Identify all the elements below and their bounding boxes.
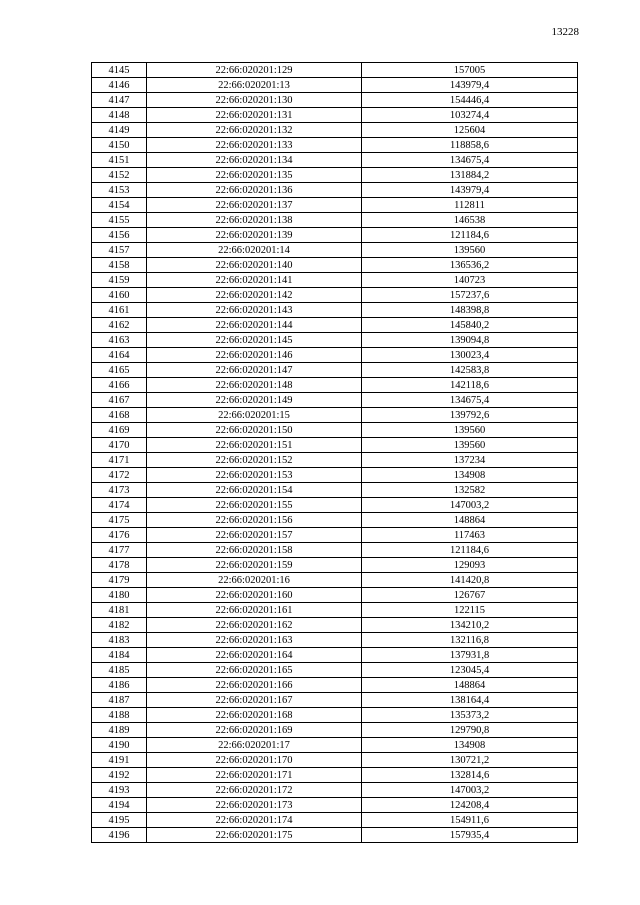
- cadastral-number-cell: 22:66:020201:171: [147, 768, 362, 783]
- cadastral-number-cell: 22:66:020201:133: [147, 138, 362, 153]
- value-cell: 139094,8: [362, 333, 578, 348]
- value-cell: 130721,2: [362, 753, 578, 768]
- row-number-cell: 4149: [92, 123, 147, 138]
- table-row: [92, 663, 578, 678]
- table-row: [92, 288, 578, 303]
- table-row: [92, 468, 578, 483]
- table-row: [92, 588, 578, 603]
- value-cell: 134675,4: [362, 393, 578, 408]
- row-number-cell: 4163: [92, 333, 147, 348]
- table-row: [92, 528, 578, 543]
- row-number-cell: 4159: [92, 273, 147, 288]
- row-number-cell: 4151: [92, 153, 147, 168]
- cadastral-number-cell: 22:66:020201:136: [147, 183, 362, 198]
- row-number-cell: 4188: [92, 708, 147, 723]
- row-number-cell: 4148: [92, 108, 147, 123]
- value-cell: 124208,4: [362, 798, 578, 813]
- row-number-cell: 4165: [92, 363, 147, 378]
- cadastral-number-cell: 22:66:020201:164: [147, 648, 362, 663]
- table-row: [92, 768, 578, 783]
- cadastral-number-cell: 22:66:020201:13: [147, 78, 362, 93]
- cadastral-number-cell: 22:66:020201:154: [147, 483, 362, 498]
- table-row: [92, 168, 578, 183]
- table-row: [92, 273, 578, 288]
- cadastral-number-cell: 22:66:020201:153: [147, 468, 362, 483]
- value-cell: 139560: [362, 243, 578, 258]
- data-table: [91, 62, 578, 843]
- value-cell: 132116,8: [362, 633, 578, 648]
- row-number-cell: 4155: [92, 213, 147, 228]
- table-row: [92, 513, 578, 528]
- cadastral-number-cell: 22:66:020201:147: [147, 363, 362, 378]
- value-cell: 145840,2: [362, 318, 578, 333]
- table-row: [92, 813, 578, 828]
- cadastral-number-cell: 22:66:020201:149: [147, 393, 362, 408]
- row-number-cell: 4166: [92, 378, 147, 393]
- value-cell: 134675,4: [362, 153, 578, 168]
- table-row: [92, 213, 578, 228]
- cadastral-number-cell: 22:66:020201:144: [147, 318, 362, 333]
- table-row: [92, 93, 578, 108]
- table-row: [92, 363, 578, 378]
- row-number-cell: 4180: [92, 588, 147, 603]
- cadastral-number-cell: 22:66:020201:130: [147, 93, 362, 108]
- row-number-cell: 4185: [92, 663, 147, 678]
- table-row: [92, 558, 578, 573]
- table-row: [92, 198, 578, 213]
- value-cell: 139560: [362, 423, 578, 438]
- value-cell: 154446,4: [362, 93, 578, 108]
- table-row: [92, 498, 578, 513]
- cadastral-number-cell: 22:66:020201:172: [147, 783, 362, 798]
- row-number-cell: 4147: [92, 93, 147, 108]
- value-cell: 135373,2: [362, 708, 578, 723]
- row-number-cell: 4169: [92, 423, 147, 438]
- row-number-cell: 4195: [92, 813, 147, 828]
- value-cell: 134908: [362, 468, 578, 483]
- table-row: [92, 738, 578, 753]
- value-cell: 121184,6: [362, 228, 578, 243]
- cadastral-number-cell: 22:66:020201:150: [147, 423, 362, 438]
- cadastral-number-cell: 22:66:020201:139: [147, 228, 362, 243]
- cadastral-number-cell: 22:66:020201:158: [147, 543, 362, 558]
- row-number-cell: 4182: [92, 618, 147, 633]
- cadastral-number-cell: 22:66:020201:142: [147, 288, 362, 303]
- row-number-cell: 4186: [92, 678, 147, 693]
- row-number-cell: 4170: [92, 438, 147, 453]
- row-number-cell: 4176: [92, 528, 147, 543]
- row-number-cell: 4154: [92, 198, 147, 213]
- row-number-cell: 4175: [92, 513, 147, 528]
- table-row: [92, 63, 578, 78]
- row-number-cell: 4145: [92, 63, 147, 78]
- row-number-cell: 4191: [92, 753, 147, 768]
- value-cell: 139560: [362, 438, 578, 453]
- row-number-cell: 4172: [92, 468, 147, 483]
- table-row: [92, 108, 578, 123]
- value-cell: 118858,6: [362, 138, 578, 153]
- value-cell: 103274,4: [362, 108, 578, 123]
- row-number-cell: 4174: [92, 498, 147, 513]
- value-cell: 143979,4: [362, 183, 578, 198]
- table-row: [92, 318, 578, 333]
- table-row: [92, 408, 578, 423]
- value-cell: 131884,2: [362, 168, 578, 183]
- table-row: [92, 543, 578, 558]
- value-cell: 157237,6: [362, 288, 578, 303]
- row-number-cell: 4190: [92, 738, 147, 753]
- value-cell: 147003,2: [362, 783, 578, 798]
- table-row: [92, 648, 578, 663]
- value-cell: 137234: [362, 453, 578, 468]
- value-cell: 132582: [362, 483, 578, 498]
- cadastral-number-cell: 22:66:020201:137: [147, 198, 362, 213]
- cadastral-number-cell: 22:66:020201:173: [147, 798, 362, 813]
- cadastral-number-cell: 22:66:020201:162: [147, 618, 362, 633]
- value-cell: 154911,6: [362, 813, 578, 828]
- row-number-cell: 4196: [92, 828, 147, 843]
- cadastral-number-cell: 22:66:020201:163: [147, 633, 362, 648]
- table-body: [92, 63, 578, 843]
- table-row: [92, 723, 578, 738]
- cadastral-number-cell: 22:66:020201:143: [147, 303, 362, 318]
- table-row: [92, 438, 578, 453]
- value-cell: 146538: [362, 213, 578, 228]
- table-row: [92, 423, 578, 438]
- table-row: [92, 78, 578, 93]
- row-number-cell: 4173: [92, 483, 147, 498]
- cadastral-number-cell: 22:66:020201:174: [147, 813, 362, 828]
- cadastral-number-cell: 22:66:020201:160: [147, 588, 362, 603]
- cadastral-number-cell: 22:66:020201:168: [147, 708, 362, 723]
- row-number-cell: 4184: [92, 648, 147, 663]
- row-number-cell: 4178: [92, 558, 147, 573]
- cadastral-number-cell: 22:66:020201:14: [147, 243, 362, 258]
- value-cell: 142118,6: [362, 378, 578, 393]
- table-row: [92, 393, 578, 408]
- cadastral-number-cell: 22:66:020201:161: [147, 603, 362, 618]
- table-row: [92, 678, 578, 693]
- cadastral-number-cell: 22:66:020201:165: [147, 663, 362, 678]
- value-cell: 123045,4: [362, 663, 578, 678]
- table-row: [92, 303, 578, 318]
- cadastral-number-cell: 22:66:020201:156: [147, 513, 362, 528]
- value-cell: 137931,8: [362, 648, 578, 663]
- row-number-cell: 4161: [92, 303, 147, 318]
- value-cell: 125604: [362, 123, 578, 138]
- row-number-cell: 4153: [92, 183, 147, 198]
- value-cell: 132814,6: [362, 768, 578, 783]
- table-row: [92, 453, 578, 468]
- row-number-cell: 4192: [92, 768, 147, 783]
- value-cell: 122115: [362, 603, 578, 618]
- cadastral-number-cell: 22:66:020201:135: [147, 168, 362, 183]
- cadastral-number-cell: 22:66:020201:151: [147, 438, 362, 453]
- row-number-cell: 4164: [92, 348, 147, 363]
- cadastral-number-cell: 22:66:020201:131: [147, 108, 362, 123]
- cadastral-number-cell: 22:66:020201:129: [147, 63, 362, 78]
- value-cell: 126767: [362, 588, 578, 603]
- table-row: [92, 228, 578, 243]
- row-number-cell: 4194: [92, 798, 147, 813]
- table-row: [92, 483, 578, 498]
- table-row: [92, 348, 578, 363]
- row-number-cell: 4177: [92, 543, 147, 558]
- cadastral-number-cell: 22:66:020201:132: [147, 123, 362, 138]
- row-number-cell: 4167: [92, 393, 147, 408]
- table-row: [92, 798, 578, 813]
- table-row: [92, 753, 578, 768]
- cadastral-number-cell: 22:66:020201:141: [147, 273, 362, 288]
- value-cell: 157935,4: [362, 828, 578, 843]
- value-cell: 129093: [362, 558, 578, 573]
- cadastral-number-cell: 22:66:020201:152: [147, 453, 362, 468]
- table-row: [92, 243, 578, 258]
- row-number-cell: 4168: [92, 408, 147, 423]
- row-number-cell: 4146: [92, 78, 147, 93]
- cadastral-number-cell: 22:66:020201:159: [147, 558, 362, 573]
- cadastral-number-cell: 22:66:020201:145: [147, 333, 362, 348]
- table-row: [92, 378, 578, 393]
- value-cell: 134908: [362, 738, 578, 753]
- row-number-cell: 4179: [92, 573, 147, 588]
- value-cell: 121184,6: [362, 543, 578, 558]
- row-number-cell: 4160: [92, 288, 147, 303]
- value-cell: 129790,8: [362, 723, 578, 738]
- value-cell: 139792,6: [362, 408, 578, 423]
- row-number-cell: 4150: [92, 138, 147, 153]
- cadastral-number-cell: 22:66:020201:138: [147, 213, 362, 228]
- value-cell: 140723: [362, 273, 578, 288]
- value-cell: 141420,8: [362, 573, 578, 588]
- table-row: [92, 183, 578, 198]
- row-number-cell: 4189: [92, 723, 147, 738]
- table-row: [92, 153, 578, 168]
- row-number-cell: 4158: [92, 258, 147, 273]
- value-cell: 136536,2: [362, 258, 578, 273]
- cadastral-number-cell: 22:66:020201:169: [147, 723, 362, 738]
- cadastral-number-cell: 22:66:020201:167: [147, 693, 362, 708]
- value-cell: 157005: [362, 63, 578, 78]
- cadastral-number-cell: 22:66:020201:146: [147, 348, 362, 363]
- cadastral-number-cell: 22:66:020201:15: [147, 408, 362, 423]
- value-cell: 130023,4: [362, 348, 578, 363]
- table-row: [92, 693, 578, 708]
- row-number-cell: 4193: [92, 783, 147, 798]
- value-cell: 148864: [362, 678, 578, 693]
- value-cell: 138164,4: [362, 693, 578, 708]
- table-row: [92, 618, 578, 633]
- row-number-cell: 4152: [92, 168, 147, 183]
- cadastral-number-cell: 22:66:020201:175: [147, 828, 362, 843]
- value-cell: 134210,2: [362, 618, 578, 633]
- row-number-cell: 4162: [92, 318, 147, 333]
- row-number-cell: 4171: [92, 453, 147, 468]
- table-row: [92, 573, 578, 588]
- cadastral-number-cell: 22:66:020201:157: [147, 528, 362, 543]
- value-cell: 117463: [362, 528, 578, 543]
- cadastral-number-cell: 22:66:020201:16: [147, 573, 362, 588]
- table-row: [92, 828, 578, 843]
- value-cell: 142583,8: [362, 363, 578, 378]
- row-number-cell: 4187: [92, 693, 147, 708]
- cadastral-number-cell: 22:66:020201:166: [147, 678, 362, 693]
- table-row: [92, 123, 578, 138]
- row-number-cell: 4157: [92, 243, 147, 258]
- cadastral-number-cell: 22:66:020201:17: [147, 738, 362, 753]
- table-row: [92, 333, 578, 348]
- value-cell: 143979,4: [362, 78, 578, 93]
- table-row: [92, 708, 578, 723]
- value-cell: 148864: [362, 513, 578, 528]
- table-row: [92, 138, 578, 153]
- cadastral-number-cell: 22:66:020201:140: [147, 258, 362, 273]
- table-row: [92, 783, 578, 798]
- row-number-cell: 4156: [92, 228, 147, 243]
- cadastral-number-cell: 22:66:020201:148: [147, 378, 362, 393]
- table-row: [92, 603, 578, 618]
- value-cell: 112811: [362, 198, 578, 213]
- table-row: [92, 633, 578, 648]
- row-number-cell: 4183: [92, 633, 147, 648]
- table-row: [92, 258, 578, 273]
- cadastral-number-cell: 22:66:020201:170: [147, 753, 362, 768]
- row-number-cell: 4181: [92, 603, 147, 618]
- cadastral-number-cell: 22:66:020201:134: [147, 153, 362, 168]
- value-cell: 147003,2: [362, 498, 578, 513]
- page-number: 13228: [551, 26, 579, 38]
- cadastral-number-cell: 22:66:020201:155: [147, 498, 362, 513]
- value-cell: 148398,8: [362, 303, 578, 318]
